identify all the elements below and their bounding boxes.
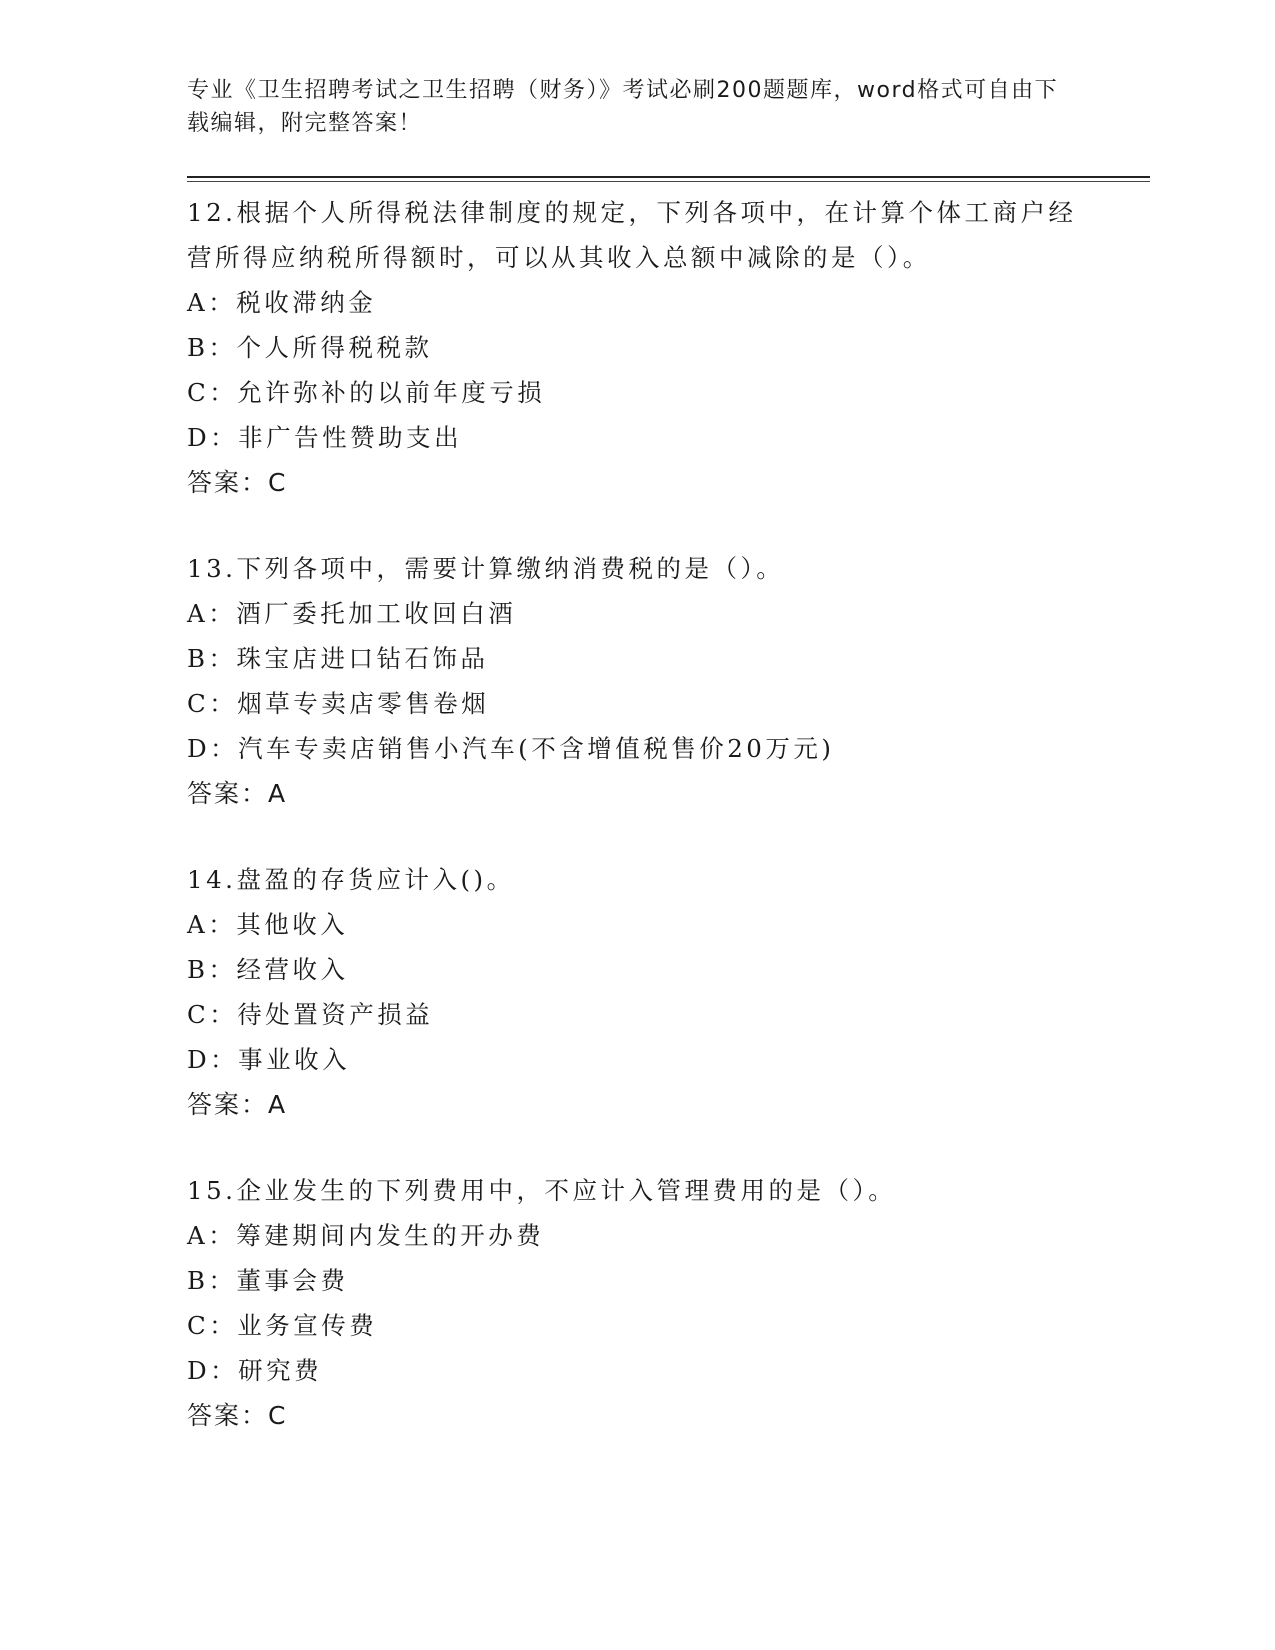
option-b: B：经营收入 bbox=[187, 955, 349, 984]
option-d: D：汽车专卖店销售小汽车(不含增值税售价20万元) bbox=[187, 734, 835, 763]
option-b: B：董事会费 bbox=[187, 1266, 349, 1295]
answer: 答案：A bbox=[187, 779, 288, 808]
header-divider bbox=[187, 176, 1150, 178]
option-a: A：筹建期间内发生的开办费 bbox=[187, 1221, 545, 1250]
question-text: 14.盘盈的存货应计入()。 bbox=[187, 865, 515, 894]
question-list bbox=[187, 190, 1087, 1479]
option-c: C：允许弥补的以前年度亏损 bbox=[187, 378, 546, 407]
document-intro: 专业《卫生招聘考试之卫生招聘（财务）》考试必刷200题题库，word格式可自由下载编辑，附完整答案！ bbox=[187, 78, 1059, 136]
option-c: C：烟草专卖店零售卷烟 bbox=[187, 689, 490, 718]
option-b: B：个人所得税税款 bbox=[187, 333, 433, 362]
question-text: 15.企业发生的下列费用中，不应计入管理费用的是（）。 bbox=[187, 1176, 897, 1205]
question-12 bbox=[187, 190, 1087, 505]
option-c: C：业务宣传费 bbox=[187, 1311, 378, 1340]
question-14 bbox=[187, 857, 1087, 1127]
option-d: D：事业收入 bbox=[187, 1045, 351, 1074]
question-text: 13.下列各项中，需要计算缴纳消费税的是（）。 bbox=[187, 554, 785, 583]
option-c: C：待处置资产损益 bbox=[187, 1000, 434, 1029]
option-a: A：酒厂委托加工收回白酒 bbox=[187, 599, 517, 628]
question-text: 12.根据个人所得税法律制度的规定，下列各项中，在计算个体工商户经营所得应纳税所得额时，可以从其收入总额中减除的是（）。 bbox=[187, 198, 1077, 272]
answer: 答案：C bbox=[187, 1401, 288, 1430]
option-d: D：非广告性赞助支出 bbox=[187, 423, 463, 452]
option-a: A：税收滞纳金 bbox=[187, 288, 377, 317]
answer: 答案：C bbox=[187, 468, 288, 497]
question-15 bbox=[187, 1168, 1087, 1438]
answer: 答案：A bbox=[187, 1090, 288, 1119]
option-d: D：研究费 bbox=[187, 1356, 323, 1385]
header-divider-thin bbox=[187, 181, 1150, 182]
option-b: B：珠宝店进口钻石饰品 bbox=[187, 644, 489, 673]
question-13 bbox=[187, 546, 1087, 816]
option-a: A：其他收入 bbox=[187, 910, 349, 939]
